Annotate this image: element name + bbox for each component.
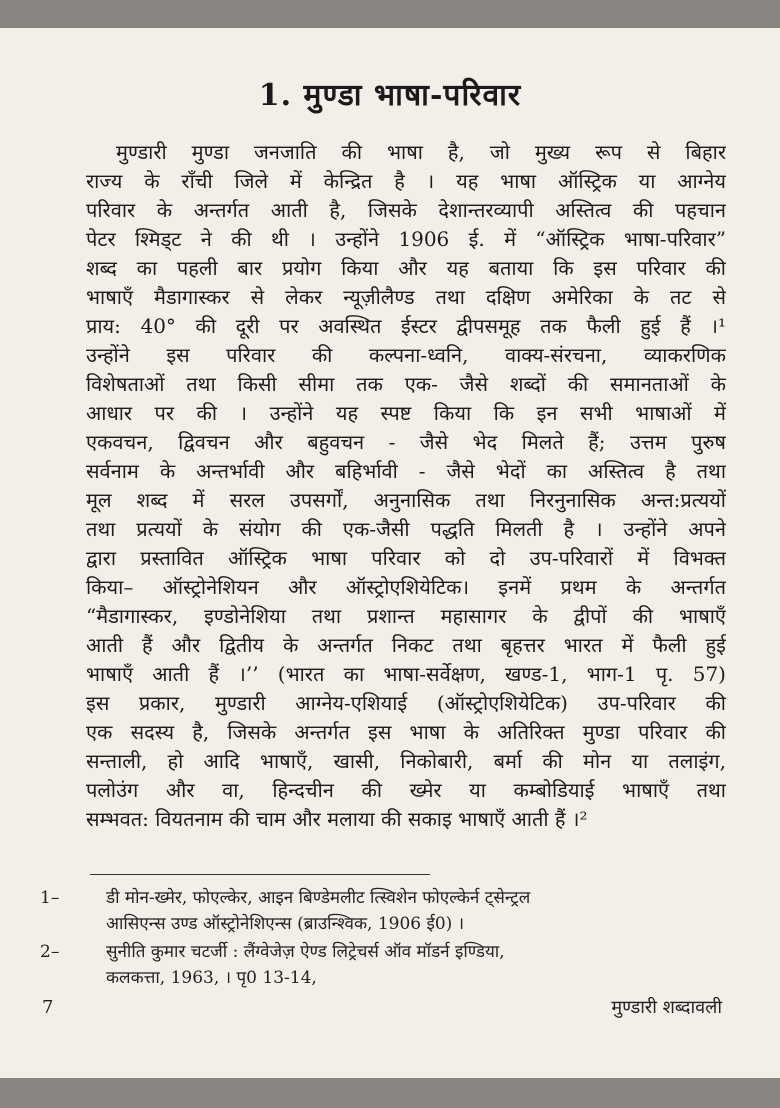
footnote-1 <box>40 886 740 910</box>
footnote-text: सुनीति कुमार चटर्जी : लैंग्वेजेज़ ऐण्ड लिट्रेचर्स ऑव मॉडर्न इण्डिया, <box>106 942 505 962</box>
text-line: सम्भवत: वियतनाम की चाम और मलाया की सकाइ भाषाएँ आती हैं ।² <box>86 807 588 831</box>
footnote-divider <box>90 874 430 875</box>
footnote-number: 1– <box>40 888 60 908</box>
running-footer: मुण्डारी शब्दावली <box>611 997 722 1018</box>
text-line: द्वारा प्रस्तावित ऑस्ट्रिक भाषा परिवार को दो उप-परिवारों में विभक्त <box>86 546 726 570</box>
chapter-title: 1. मुण्डा भाषा-परिवार <box>258 78 522 113</box>
book-page <box>0 28 780 1078</box>
text-line: इस प्रकार, मुण्डारी आग्नेय-एशियाई (ऑस्ट्रोएशियेटिक) उप-परिवार की <box>86 691 726 715</box>
text-line: परिवार के अन्तर्गत आती है, जिसके देशान्तरव्यापी अस्तित्व की पहचान <box>86 198 726 222</box>
text-line: शब्द का पहली बार प्रयोग किया और यह बताया कि इस परिवार की <box>86 256 726 280</box>
text-line: प्राय: 40° की दूरी पर अवस्थित ईस्टर द्वीपसमूह तक फैली हुई हैं ।¹ <box>86 314 726 338</box>
text-line: आधार पर की । उन्होंने यह स्पष्ट किया कि इन सभी भाषाओं में <box>86 401 726 425</box>
text-line: सर्वनाम के अन्तर्भावी और बहिर्भावी - जैसे भेदों का अस्तित्व है तथा <box>86 459 726 483</box>
text-line: विशेषताओं तथा किसी सीमा तक एक- जैसे शब्दों की समानताओं के <box>86 372 726 396</box>
body-text <box>86 138 726 834</box>
footnote-2-cont <box>40 966 740 990</box>
text-line: मूल शब्द में सरल उपसर्गों, अनुनासिक तथा निरनुनासिक अन्त:प्रत्ययों <box>86 488 726 512</box>
text-line: किया– ऑस्ट्रोनेशियन और ऑस्ट्रोएशियेटिक। इनमें प्रथम के अन्तर्गत <box>86 575 726 599</box>
text-line: आती हैं और द्वितीय के अन्तर्गत निकट तथा बृहत्तर भारत में फैली हुई <box>86 633 726 657</box>
text-line: सन्ताली, हो आदि भाषाएँ, खासी, निकोबारी, बर्मा की मोन या तलाइंग, <box>86 749 726 773</box>
text-line: तथा प्रत्ययों के संयोग की एक-जैसी पद्धति मिलती है । उन्होंने अपने <box>86 517 726 541</box>
page-number: 7 <box>42 997 54 1018</box>
text-line: पेटर श्मिड्ट ने की थी । उन्होंने 1906 ई. में “ऑस्ट्रिक भाषा-परिवार” <box>86 227 726 251</box>
text-line: पलोउंग और वा, हिन्दचीन की ख्मेर या कम्बोडियाई भाषाएँ तथा <box>86 778 726 802</box>
text-line: एकवचन, द्विवचन और बहुवचन - जैसे भेद मिलते हैं; उत्तम पुरुष <box>86 430 726 454</box>
footnote-2 <box>40 940 740 964</box>
text-line: उन्होंने इस परिवार की कल्पना-ध्वनि, वाक्य-संरचना, व्याकरणिक <box>86 343 726 367</box>
text-line: भाषाएँ आती हैं ।’’ (भारत का भाषा-सर्वेक्षण, खण्ड-1, भाग-1 पृ. 57) <box>86 662 726 686</box>
footnote-text: कलकत्ता, 1963, । पृ0 13-14, <box>106 968 317 988</box>
footnote-text: डी मोन-ख्मेर, फोएल्केर, आइन बिण्डेमलीट त्स्विशेन फोएल्केर्न ट्सेन्ट्रल <box>106 888 531 908</box>
footnote-text: आसिएन्स उण्ड ऑस्ट्रोनेशिएन्स (ब्राउन्श्विक, 1906 ई0) । <box>106 914 465 934</box>
text-line: राज्य के राँची जिले में केन्द्रित है । यह भाषा ऑस्ट्रिक या आग्नेय <box>86 169 726 193</box>
text-line: मुण्डारी मुण्डा जनजाति की भाषा है, जो मुख्य रूप से बिहार <box>116 140 726 164</box>
text-line: एक सदस्य है, जिसके अन्तर्गत इस भाषा के अतिरिक्त मुण्डा परिवार की <box>86 720 726 744</box>
footnote-1-cont <box>40 912 740 936</box>
text-line: “मैडागास्कर, इण्डोनेशिया तथा प्रशान्त महासागर के द्वीपों की भाषाएँ <box>86 604 726 628</box>
text-line: भाषाएँ मैडागास्कर से लेकर न्यूज़ीलैण्ड तथा दक्षिण अमेरिका के तट से <box>86 285 726 309</box>
footnote-number: 2– <box>40 942 60 962</box>
